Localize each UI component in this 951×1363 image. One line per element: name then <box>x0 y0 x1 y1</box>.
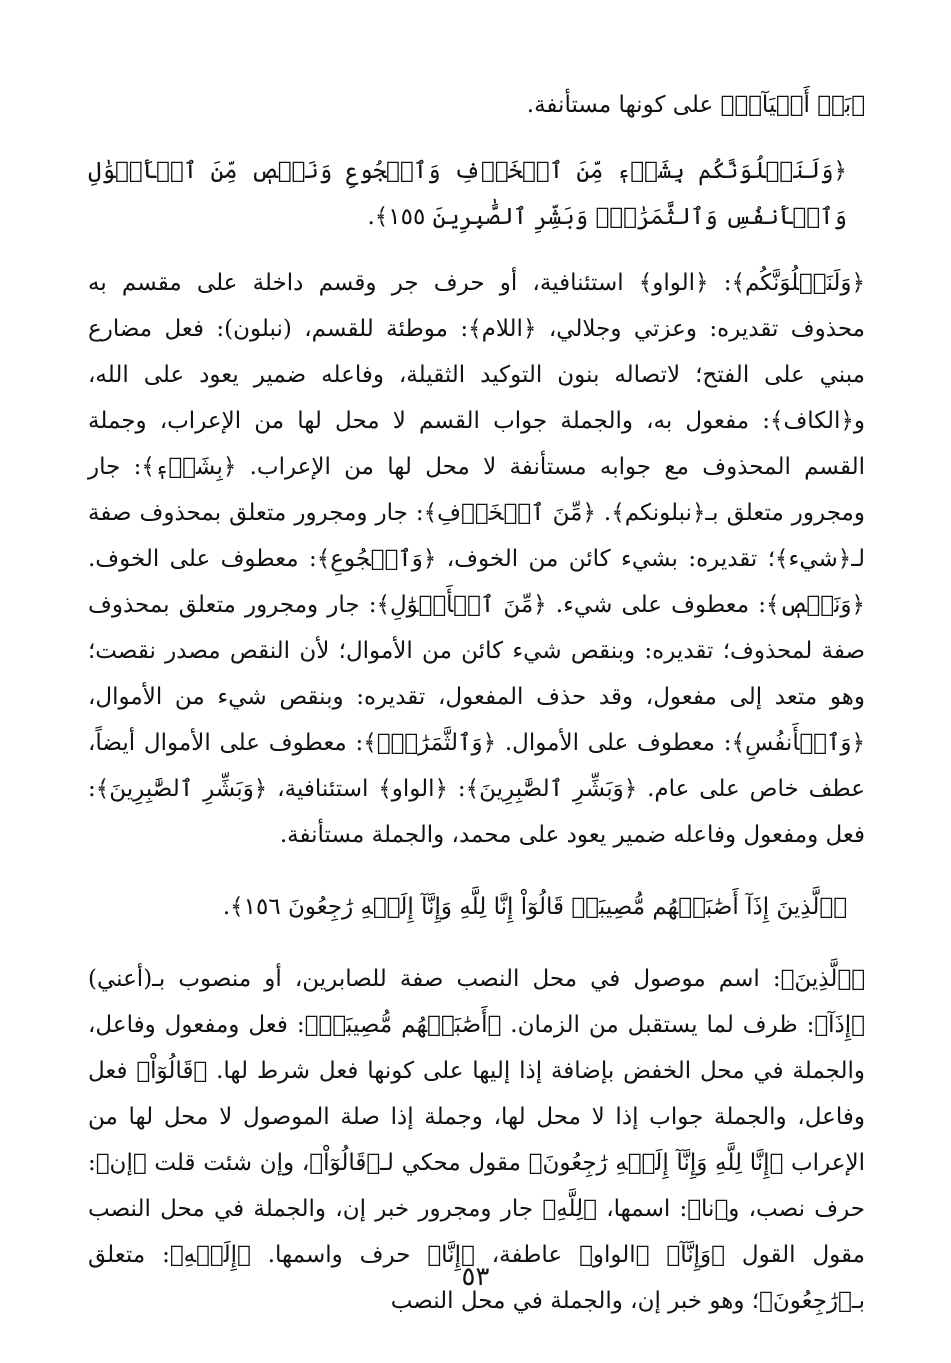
spacer <box>88 930 865 956</box>
paragraph-grammar-analysis-156: ﴿ٱلَّذِينَ﴾: اسم موصول في محل النصب صفة للصابرين، أو منصوب بـ(أعني) ﴿إِذَآ﴾: ظرف لما يستقبل من الزمان. ﴿أَصَٰبَتۡهُم مُّصِيبَةٞ﴾: فعل ومفعول وفاعل، والجملة في محل الخفض بإضافة إذا إليها على كونها فعل شرط لها. ﴿قَالُوٓاْ﴾ فعل وفاعل، والجملة جواب إذا لا محل لها، وجملة إذا صلة الموصول لا محل لها من الإعراب ﴿إِنَّا لِلَّهِ وَإِنَّآ إِلَيۡهِ رَٰجِعُونَ﴾ مقول محكي لـ﴿قَالُوٓاْ﴾، وإن شئت قلت ﴿إن﴾: حرف نصب، و﴿نا﴾: اسمها، ﴿لِلَّهِ﴾ جار ومجرور خبر إن، والجملة في محل النصب مقول القول ﴿وَإِنَّآ﴾ ﴿الواو﴾ عاطفة، ﴿إِنَّا﴾ حرف واسمها. ﴿إِلَيۡهِ﴾: متعلق بـ﴿رَٰجِعُونَ﴾؛ وهو خبر إن، والجملة في محل النصب <box>88 966 865 1314</box>
paragraph-verse-conclusion: ﴿بَلۡ أَحۡيَآءٞ﴾ على كونها مستأنفة. <box>526 92 865 118</box>
page-number: ٥٣ <box>461 1262 490 1292</box>
quran-verse-155: ﴿وَلَنَبۡلُوَنَّكُم بِشَيۡءٖ مِّنَ ٱلۡخَوۡفِ وَٱلۡجُوعِ وَنَقۡصٖ مِّنَ ٱلۡأَمۡوَٰلِ وَٱلۡأَنفُسِ وَٱلثَّمَرَٰتِۗ وَبَشِّرِ ٱلصَّٰبِرِينَ ١٥٥﴾. <box>88 158 847 230</box>
paragraph-grammar-analysis-155: ﴿وَلَنَبۡلُوَنَّكُم﴾: ﴿الواو﴾ استئنافية، أو حرف جر وقسم داخلة على مقسم به محذوف تقديره: وعزتي وجلالي، ﴿اللام﴾: موطئة للقسم، (نبلون): فعل مضارع مبني على الفتح؛ لاتصاله بنون التوكيد الثقيلة، وفاعله ضمير يعود على الله، و﴿الكاف﴾: مفعول به، والجملة جواب القسم لا محل لها من الإعراب، وجملة القسم المحذوف مع جوابه مستأنفة لا محل لها من الإعراب. ﴿بِشَيۡءٖ﴾: جار ومجرور متعلق بـ﴿نبلونكم﴾. ﴿مِّنَ ٱلۡخَوۡفِ﴾: جار ومجرور متعلق بمحذوف صفة لـ﴿شيء﴾؛ تقديره: بشيء كائن من الخوف، ﴿وَٱلۡجُوعِ﴾: معطوف على الخوف. ﴿وَنَقۡصٖ﴾: معطوف على شيء. ﴿مِّنَ ٱلۡأَمۡوَٰلِ﴾: جار ومجرور متعلق بمحذوف صفة لمحذوف؛ تقديره: وبنقص شيء كائن من الأموال؛ لأن النقص مصدر نقصت؛ وهو متعد إلى مفعول، وقد حذف المفعول، تقديره: وبنقص شيء من الأموال، ﴿وَٱلۡأَنفُسِ﴾: معطوف على الأموال. ﴿وَٱلثَّمَرَٰتِۗ﴾: معطوف على الأموال أيضاً، عطف خاص على عام. ﴿وَبَشِّرِ ٱلصَّٰبِرِينَ﴾: ﴿الواو﴾ استئنافية، ﴿وَبَشِّرِ ٱلصَّٰبِرِينَ﴾: فعل ومفعول وفاعله ضمير يعود على محمد، والجملة مستأنفة. <box>88 270 865 848</box>
quran-verse-156: ﴿ٱلَّذِينَ إِذَآ أَصَٰبَتۡهُم مُّصِيبَةٞ قَالُوٓاْ إِنَّا لِلَّهِ وَإِنَّآ إِلَيۡهِ رَٰجِعُونَ ١٥٦﴾. <box>222 894 847 920</box>
spacer <box>88 128 865 148</box>
spacer <box>88 858 865 884</box>
page-body <box>88 82 865 1324</box>
spacer <box>88 240 865 260</box>
